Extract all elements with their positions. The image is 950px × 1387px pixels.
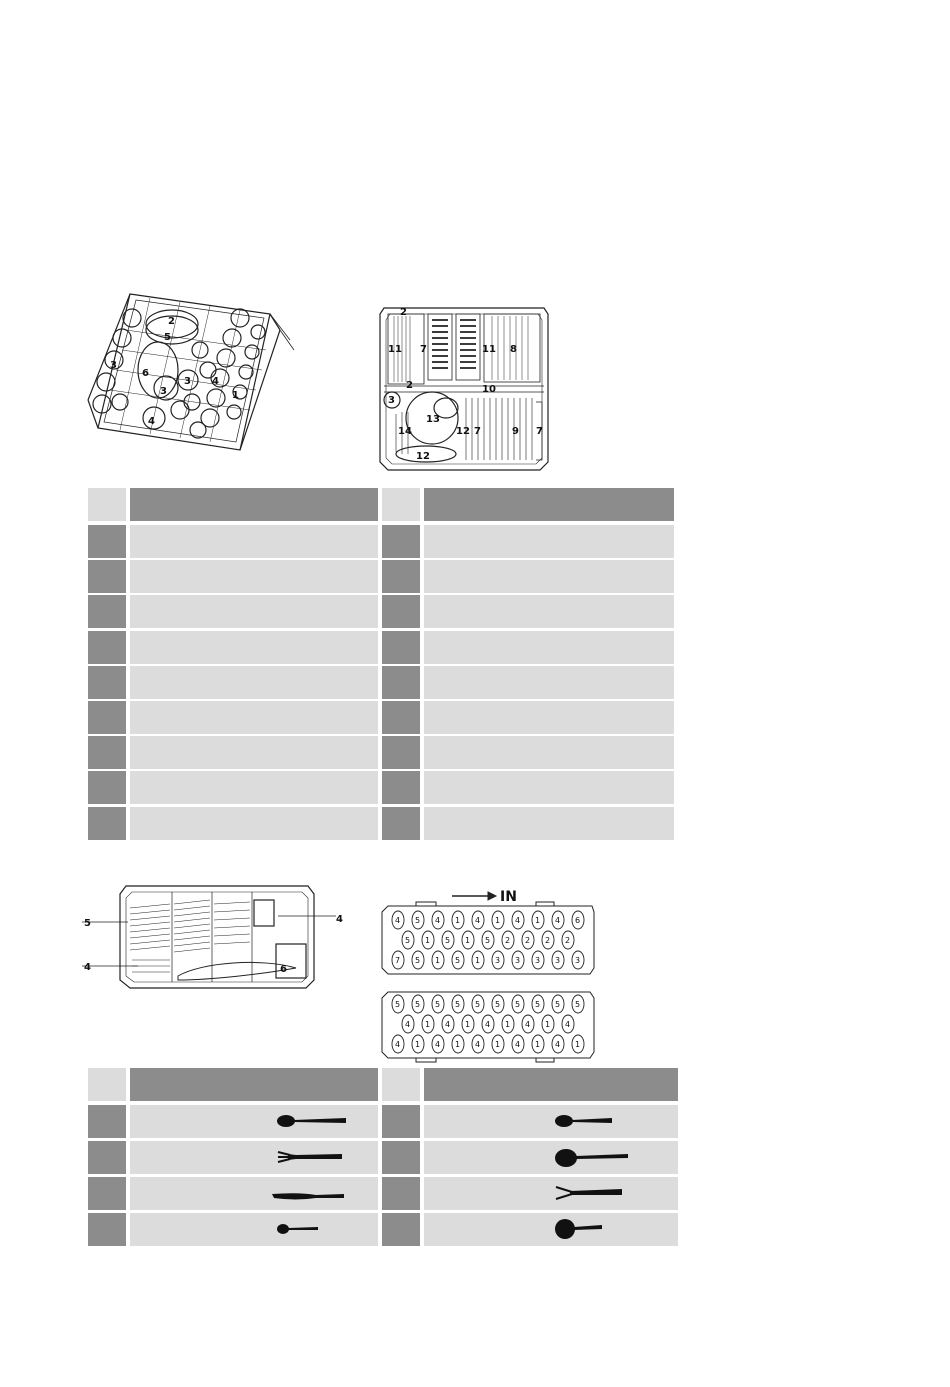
tray-slot-number: 5 [455, 956, 461, 965]
row-text-cell [130, 560, 378, 593]
upper-label: 4 [212, 376, 219, 387]
tray-slot-number: 5 [435, 1000, 441, 1009]
row-number-cell [88, 701, 126, 734]
spoon-icon [276, 1113, 348, 1133]
lower-label: 10 [482, 384, 496, 395]
tray-top-slots [392, 911, 584, 969]
tray-slot-number: 2 [525, 936, 531, 945]
lower-label: 7 [420, 344, 427, 355]
row-number-cell [88, 1105, 126, 1138]
tray-slot-number: 5 [575, 1000, 581, 1009]
cutlery-tray-diagram [376, 886, 601, 1066]
lower-label: 7 [536, 426, 543, 437]
row-text-cell [424, 631, 674, 664]
row-number-cell [382, 631, 420, 664]
lower-label: 11 [388, 344, 402, 355]
row-number-cell [382, 771, 420, 804]
tray-slot-number: 1 [425, 936, 431, 945]
tray-slot-number: 1 [495, 1040, 501, 1049]
tray-slot-number: 4 [435, 916, 441, 925]
tray-slot-number: 5 [485, 936, 491, 945]
row-text-cell [424, 1105, 678, 1138]
lower-label: 3 [388, 395, 395, 406]
row-text-cell [130, 807, 378, 840]
tray-slot-number: 1 [505, 1020, 511, 1029]
tray-slot-number: 3 [535, 956, 541, 965]
tray-slot-number: 1 [465, 936, 471, 945]
cutlery-label: 4 [336, 914, 343, 925]
basket-items-table [88, 488, 674, 840]
cutlery-label: 6 [280, 964, 287, 975]
row-number-cell [88, 771, 126, 804]
tray-bottom-slots [392, 995, 584, 1053]
tray-slot-number: 5 [415, 956, 421, 965]
tray-slot-number: 5 [415, 916, 421, 925]
tray-slot-number: 4 [525, 1020, 531, 1029]
tray-slot-number: 5 [405, 936, 411, 945]
tray-slot-number: 1 [455, 916, 461, 925]
tray-slot-number: 1 [475, 956, 481, 965]
tray-slot-number: 4 [515, 1040, 521, 1049]
row-text-cell [130, 1105, 378, 1138]
tray-slot-number: 1 [535, 916, 541, 925]
lower-label: 11 [482, 344, 496, 355]
lower-basket-diagram [376, 302, 552, 472]
row-text-cell [424, 1141, 678, 1174]
row-number-cell [88, 1177, 126, 1210]
row-text-cell [424, 666, 674, 699]
tray-slot-number: 1 [415, 1040, 421, 1049]
tray-slot-number: 5 [515, 1000, 521, 1009]
row-text-cell [424, 736, 674, 769]
tray-slot-number: 5 [535, 1000, 541, 1009]
upper-label: 1 [232, 390, 239, 401]
tray-slot-number: 1 [455, 1040, 461, 1049]
row-number-cell [382, 807, 420, 840]
tray-slot-number: 7 [395, 956, 401, 965]
knife-icon [270, 1187, 346, 1206]
tray-slot-number: 1 [435, 956, 441, 965]
tray-slot-number: 5 [445, 936, 451, 945]
tray-slot-number: 2 [565, 936, 571, 945]
tray-direction-label: IN [500, 889, 517, 905]
lower-label: 2 [406, 380, 413, 391]
tray-slot-number: 4 [475, 916, 481, 925]
row-number-cell [88, 736, 126, 769]
row-number-cell [88, 595, 126, 628]
cutlery-label: 5 [84, 918, 91, 929]
row-text-cell [130, 631, 378, 664]
row-number-cell [382, 1177, 420, 1210]
upper-label: 5 [164, 332, 171, 343]
upper-label: 3 [184, 376, 191, 387]
tray-slot-number: 4 [435, 1040, 441, 1049]
cutlery-label: 4 [84, 962, 91, 973]
row-text-cell [130, 666, 378, 699]
row-text-cell [130, 1177, 378, 1210]
row-text-cell [130, 701, 378, 734]
tray-slot-number: 5 [415, 1000, 421, 1009]
row-number-cell [382, 525, 420, 558]
upper-label: 2 [168, 316, 175, 327]
tray-slot-number: 5 [395, 1000, 401, 1009]
row-text-cell [424, 595, 674, 628]
tray-slot-number: 1 [535, 1040, 541, 1049]
tray-slot-number: 1 [545, 1020, 551, 1029]
row-text-cell [424, 525, 674, 558]
tray-slot-number: 5 [555, 1000, 561, 1009]
row-number-cell [382, 1213, 420, 1246]
row-number-cell [88, 666, 126, 699]
tray-slot-number: 4 [395, 916, 401, 925]
tray-slot-number: 4 [485, 1020, 491, 1029]
cutlery-basket-diagram [82, 880, 352, 1000]
row-text-cell [424, 1213, 678, 1246]
upper-basket-diagram [80, 290, 295, 460]
row-text-cell [424, 771, 674, 804]
row-number-cell [88, 560, 126, 593]
row-number-cell [382, 1105, 420, 1138]
tray-slot-number: 6 [575, 916, 581, 925]
tray-slot-number: 1 [425, 1020, 431, 1029]
upper-label: 3 [160, 386, 167, 397]
round-ladle-icon [554, 1217, 604, 1245]
upper-label: 6 [142, 368, 149, 379]
lower-label: 7 [474, 426, 481, 437]
tray-slot-number: 3 [575, 956, 581, 965]
tray-slot-number: 1 [575, 1040, 581, 1049]
tray-slot-number: 4 [555, 916, 561, 925]
tray-slot-number: 4 [475, 1040, 481, 1049]
tray-slot-number: 3 [515, 956, 521, 965]
row-text-cell [130, 525, 378, 558]
row-number-cell [88, 631, 126, 664]
row-number-cell [382, 666, 420, 699]
row-text-cell [424, 560, 674, 593]
tray-slot-number: 5 [495, 1000, 501, 1009]
row-number-cell [88, 525, 126, 558]
row-number-cell [382, 595, 420, 628]
row-number-cell [382, 1141, 420, 1174]
fork-icon [276, 1149, 344, 1169]
tray-slot-number: 4 [515, 916, 521, 925]
lower-label: 12 [456, 426, 470, 437]
tray-slot-number: 4 [445, 1020, 451, 1029]
tray-slot-number: 3 [495, 956, 501, 965]
cutlery-items-table [88, 1068, 678, 1250]
lower-label: 2 [400, 307, 407, 318]
row-number-cell [88, 807, 126, 840]
tray-slot-number: 4 [405, 1020, 411, 1029]
lower-label: 8 [510, 344, 517, 355]
row-number-cell [382, 701, 420, 734]
tray-slot-number: 4 [565, 1020, 571, 1029]
row-text-cell [130, 595, 378, 628]
tray-slot-number: 3 [555, 956, 561, 965]
tray-slot-number: 4 [555, 1040, 561, 1049]
lower-label: 13 [426, 414, 440, 425]
tray-slot-number: 2 [505, 936, 511, 945]
upper-label: 3 [110, 360, 117, 371]
row-text-cell [130, 736, 378, 769]
ladle-icon [554, 1147, 630, 1173]
lower-label: 9 [512, 426, 519, 437]
teaspoon-icon [276, 1221, 320, 1240]
lower-label: 12 [416, 451, 430, 462]
row-text-cell [130, 1213, 378, 1246]
row-number-cell [88, 1213, 126, 1246]
tray-slot-number: 1 [495, 916, 501, 925]
row-text-cell [424, 701, 674, 734]
row-text-cell [424, 807, 674, 840]
lower-label: 14 [398, 426, 412, 437]
small-spoon-icon [554, 1113, 614, 1133]
tray-slot-number: 5 [475, 1000, 481, 1009]
tray-slot-number: 2 [545, 936, 551, 945]
serving-fork-icon [554, 1185, 624, 1205]
tray-slot-number: 4 [395, 1040, 401, 1049]
row-number-cell [88, 1141, 126, 1174]
row-text-cell [130, 1141, 378, 1174]
row-text-cell [424, 1177, 678, 1210]
tray-slot-number: 1 [465, 1020, 471, 1029]
tray-slot-number: 5 [455, 1000, 461, 1009]
upper-label: 4 [148, 416, 155, 427]
row-number-cell [382, 560, 420, 593]
row-text-cell [130, 771, 378, 804]
row-number-cell [382, 736, 420, 769]
